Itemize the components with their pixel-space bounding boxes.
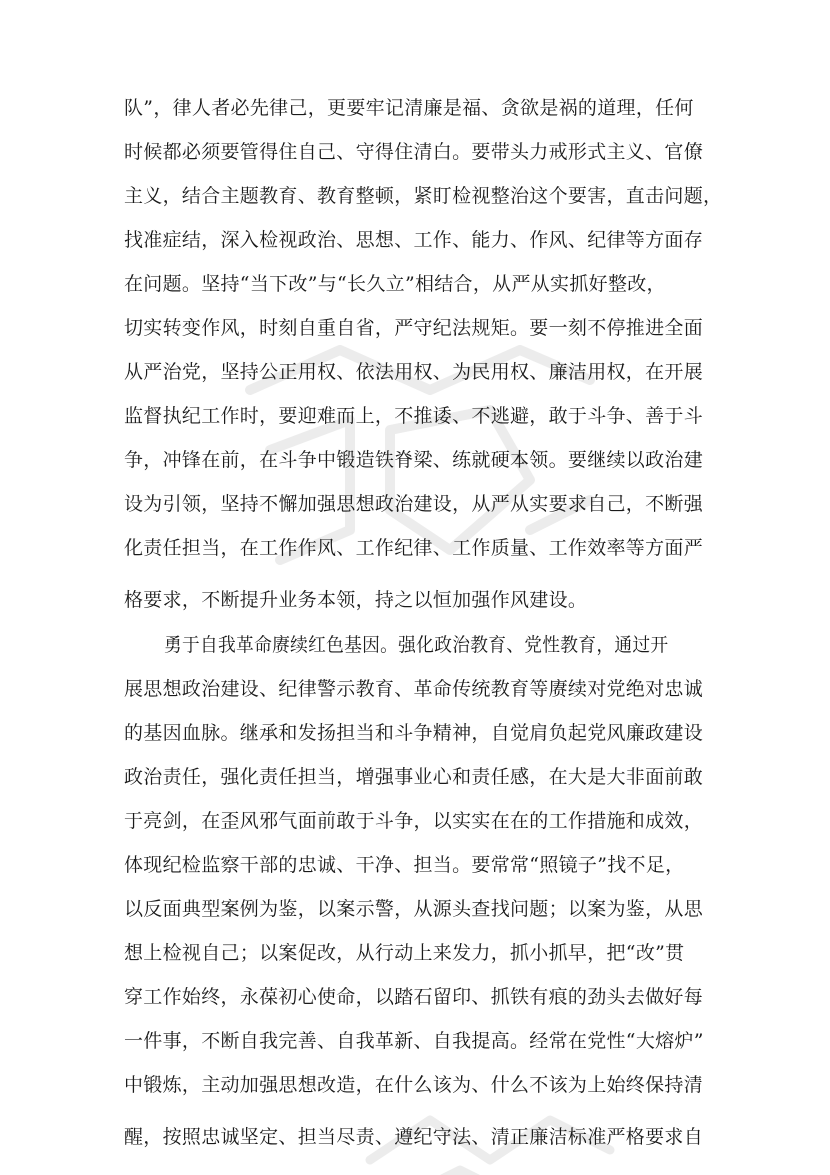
paragraph-line: 以反面典型案例为鉴，以案示警，从源头查找问题；以案为鉴，从思 [124,898,704,920]
paragraph-line: 政治责任，强化责任担当，增强事业心和责任感，在大是大非面前敢 [124,766,704,788]
paragraph-line: 在问题。坚持“当下改”与“长久立”相结合，从严从实抓好整改， [124,273,666,295]
paragraph-line: 展思想政治建设、纪律警示教育、革命传统教育等赓续对党绝对忠诚 [124,678,704,700]
paragraph-line: 一件事，不断自我完善、自我革新、自我提高。经常在党性“大熔炉” [124,1030,704,1052]
paragraph-line: 切实转变作风，时刻自重自省，严守纪法规矩。要一刻不停推进全面 [124,317,704,339]
paragraph-line: 从严治党，坚持公正用权、依法用权、为民用权、廉洁用权，在开展 [124,361,704,383]
paragraph-line: 队”，律人者必先律己，更要牢记清廉是福、贪欲是祸的道理，任何 [124,97,694,119]
paragraph-line: 找准症结，深入检视政治、思想、工作、能力、作风、纪律等方面存 [124,229,704,251]
paragraph-line: 于亮剑，在歪风邪气面前敢于斗争，以实实在在的工作措施和成效， [124,810,704,832]
paragraph-line: 时候都必须要管得住自己、守得住清白。要带头力戒形式主义、官僚 [124,141,704,163]
paragraph-line: 体现纪检监察干部的忠诚、干净、担当。要常常“照镜子”找不足， [124,854,685,876]
paragraph-line: 的基因血脉。继承和发扬担当和斗争精神，自觉肩负起党风廉政建设 [124,722,704,744]
paragraph-line: 想上检视自己；以案促改，从行动上来发力，抓小抓早，把“改”贯 [124,942,685,964]
paragraph-line: 醒，按照忠诚坚定、担当尽责、遵纪守法、清正廉洁标准严格要求自 [124,1126,704,1148]
paragraph-line: 中锻炼，主动加强思想改造，在什么该为、什么不该为上始终保持清 [124,1074,704,1096]
paragraph-line: 穿工作始终，永葆初心使命，以踏石留印、抓铁有痕的劲头去做好每 [124,986,704,1008]
paragraph-line: 争，冲锋在前，在斗争中锻造铁脊梁、练就硬本领。要继续以政治建 [124,449,704,471]
paragraph-line: 勇于自我革命赓续红色基因。强化政治教育、党性教育，通过开 [164,634,669,656]
paragraph-line: 格要求，不断提升业务本领，持之以恒加强作风建设。 [124,589,588,611]
paragraph-line: 化责任担当，在工作作风、工作纪律、工作质量、工作效率等方面严 [124,537,704,559]
paragraph-line: 设为引领，坚持不懈加强思想政治建设，从严从实要求自己，不断强 [124,493,704,515]
paragraph-line: 监督执纪工作时，要迎难而上，不推诿、不逃避，敢于斗争、善于斗 [124,405,704,427]
paragraph-line: 主义，结合主题教育、教育整顿，紧盯检视整治这个要害，直击问题， [124,185,723,207]
